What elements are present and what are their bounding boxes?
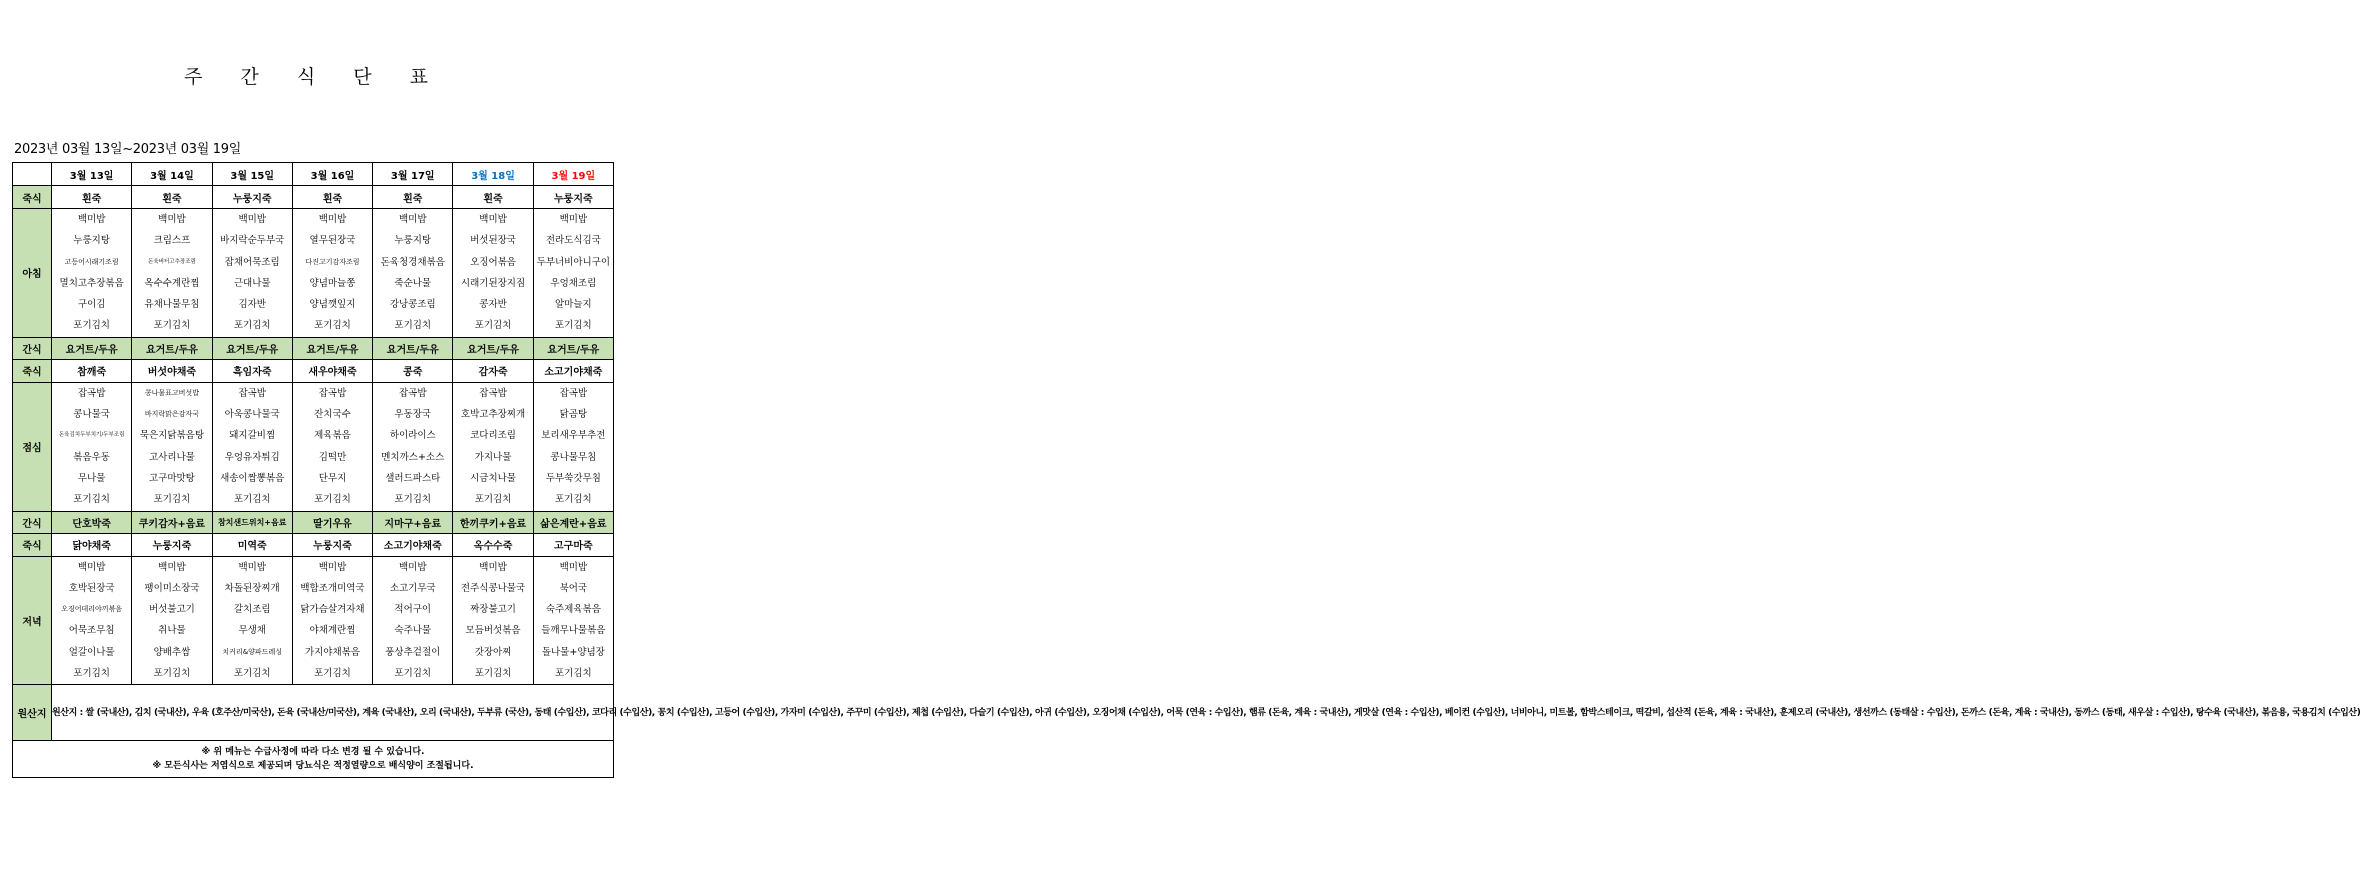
menu-item: 우엉유자튀김: [224, 451, 280, 463]
day-header: 3월 13일: [52, 163, 132, 186]
breakfast-cell: [453, 209, 533, 338]
menu-item: 백미밥: [559, 214, 588, 225]
lunch-porridge-row: [13, 359, 614, 382]
menu-item: 포기김치: [554, 494, 592, 506]
porridge-cell: 누룽지죽: [132, 533, 212, 556]
menu-item: 백미밥: [158, 561, 186, 573]
menu-item: 포기김치: [73, 494, 110, 506]
dinner-cell: [373, 556, 453, 685]
menu-item: 고구마맛탕: [148, 472, 195, 484]
menu-item: 전주식콩나물국: [460, 582, 526, 594]
lunch-cell: [132, 382, 212, 511]
menu-item: 백미밥: [77, 214, 106, 225]
snack-cell: 요거트/두유: [292, 337, 372, 359]
menu-item: 두부쑥갓무침: [545, 472, 601, 484]
origin-info: 원산지 : 쌀 (국내산), 김치 (국내산), 우육 (호주산/미국산), 돈육 (국내산/미국산), 계육 (국내산), 오리 (국내산), 두부류 (국산), 동태 (수입산), 코다리 (수입산), 꽁치 (수입산), 고등어 (수입산), 가자미 (수입산), 주꾸미 (수입산), 제첩 (수입산), 다슬기 (수입산), 아귀 (수입산), 오징어채 (수입산), 어묵 (연육 : 수입산), 햄류 (돈육, 계육 : 국내산), 게맛살 (연육 : 수입산), 베이컨 (수입산), 너비아니, 미트볼, 함박스테이크, 떡갈비, 섭산적 (돈육, 계육 : 국내산), 훈제오리 (국내산), 생선까스 (동태살 : 수입산), 돈까스 (돈육, 계육 : 국내산), 동까스 (동태, 새우살 : 수입산), 탕수육 (국내산), 볶음용, 국용김치 (수입산): [52, 685, 614, 741]
menu-item: 콩나물국: [73, 409, 110, 421]
dinner-cell: [292, 556, 372, 685]
menu-item: 전라도식김국: [545, 235, 601, 247]
early-porridge-row: [13, 186, 614, 209]
menu-item: 김떡만: [318, 451, 347, 463]
breakfast-cell: [52, 209, 132, 338]
snack-cell: 쿠키감자+음료: [132, 511, 212, 533]
menu-item: 갓장아찌: [474, 646, 512, 658]
porridge-cell: 새우야채죽: [292, 359, 372, 382]
menu-item: 우엉채조림: [550, 277, 597, 289]
breakfast-cell: [212, 209, 292, 338]
day-header-saturday: 3월 18일: [453, 163, 533, 186]
menu-item: 백미밥: [158, 214, 186, 225]
menu-item: 포기김치: [314, 668, 351, 680]
menu-item: 백미밥: [238, 214, 266, 225]
menu-item: 백합조개미역국: [300, 582, 365, 594]
dinner-cell: [453, 556, 533, 685]
menu-item: 무생채: [238, 625, 266, 637]
row-label-snack: 간식: [13, 511, 52, 533]
menu-item: 구이김: [77, 299, 106, 311]
menu-item: 오징어볶음: [470, 256, 516, 268]
menu-item: 숙주제육볶음: [545, 604, 601, 616]
porridge-cell: 닭야채죽: [52, 533, 132, 556]
row-label-dinner-porridge: 죽식: [13, 533, 52, 556]
page-title: 주 간 식 단 표: [184, 66, 444, 88]
menu-item: 고등어시래기조림: [64, 257, 119, 266]
lunch-row: [13, 382, 614, 511]
menu-item: 잡곡밥: [559, 387, 588, 399]
menu-item: 포기김치: [314, 320, 351, 332]
snack-cell: 요거트/두유: [52, 337, 132, 359]
porridge-cell: 옥수수죽: [453, 533, 533, 556]
day-header: 3월 15일: [212, 163, 292, 186]
menu-item: 돌나물+양념장: [541, 646, 605, 658]
menu-item: 고사리나물: [148, 451, 195, 463]
porridge-cell: 흰죽: [453, 186, 533, 209]
menu-item: 묵은지닭볶음탕: [139, 430, 205, 442]
notes-row: [13, 741, 614, 778]
menu-item: 포기김치: [73, 668, 110, 680]
menu-item: 잔치국수: [314, 409, 351, 421]
menu-item: 시금치나물: [470, 472, 516, 484]
menu-item: 새송이짬뽕볶음: [220, 472, 285, 484]
menu-item: 백미밥: [318, 561, 347, 573]
porridge-cell: 누룽지죽: [533, 186, 613, 209]
notes-cell: [13, 741, 614, 778]
date-range: 2023년 03월 13일~2023년 03월 19일: [14, 142, 242, 157]
menu-item: 닭가슴살겨자채: [300, 604, 365, 616]
snack-cell: 참치샌드위치+음료: [212, 511, 292, 533]
menu-item: 백미밥: [318, 214, 347, 225]
day-header: 3월 14일: [132, 163, 212, 186]
menu-item: 돈육청경채볶음: [380, 256, 445, 268]
menu-item: 어묵조무침: [68, 625, 115, 637]
menu-item: 포기김치: [474, 494, 512, 506]
menu-item: 버섯불고기: [148, 604, 195, 616]
menu-item: 포기김치: [394, 668, 432, 680]
corner-cell: [13, 163, 52, 186]
dinner-row: [13, 556, 614, 685]
menu-item: 무나물: [77, 472, 106, 484]
menu-item: 짜장불고기: [470, 604, 516, 616]
origin-row: [13, 685, 614, 741]
snack-cell: 요거트/두유: [132, 337, 212, 359]
dinner-porridge-row: [13, 533, 614, 556]
snack-cell: 요거트/두유: [212, 337, 292, 359]
menu-item: 양배추쌈: [153, 646, 191, 658]
porridge-cell: 흰죽: [292, 186, 372, 209]
menu-item: 돼지갈비찜: [229, 430, 276, 442]
menu-item: 돈육버터고추장조림: [148, 258, 196, 265]
menu-item: 코다리조림: [470, 430, 516, 442]
date-header-row: [13, 163, 614, 186]
menu-item: 차돌된장찌개: [224, 582, 280, 594]
menu-item: 강낭콩조림: [389, 299, 436, 311]
porridge-cell: 누룽지죽: [212, 186, 292, 209]
porridge-cell: 콩죽: [373, 359, 453, 382]
porridge-cell: 소고기야채죽: [373, 533, 453, 556]
menu-item: 백미밥: [479, 214, 507, 225]
lunch-cell: [533, 382, 613, 511]
menu-item: 죽순나물: [394, 277, 432, 289]
note-line: ※ 위 메뉴는 수급사정에 따라 다소 변경 될 수 있습니다.: [201, 747, 425, 758]
menu-item: 갈치조림: [233, 604, 271, 616]
menu-item: 누룽지탕: [73, 235, 110, 247]
menu-item: 백미밥: [479, 561, 507, 573]
note-line: ※ 모든식사는 저염식으로 제공되며 당뇨식은 적정열량으로 배식양이 조절됩니다.: [152, 761, 474, 772]
breakfast-cell: [132, 209, 212, 338]
menu-item: 유채나물무침: [144, 299, 200, 311]
menu-item: 포기김치: [233, 668, 271, 680]
menu-item: 북어국: [559, 582, 588, 594]
menu-item: 적어구이: [394, 604, 432, 616]
menu-item: 김자반: [238, 299, 266, 311]
snack-cell: 요거트/두유: [453, 337, 533, 359]
menu-item: 멘치까스+소스: [381, 451, 445, 463]
menu-item: 시래기된장지짐: [460, 277, 526, 289]
menu-item: 백미밥: [77, 561, 106, 573]
lunch-cell: [453, 382, 533, 511]
row-label-morning: 아침: [13, 209, 52, 338]
porridge-cell: 고구마죽: [533, 533, 613, 556]
menu-item: 다진고기감자조림: [305, 257, 360, 266]
dinner-cell: [52, 556, 132, 685]
menu-item: 샐러드파스타: [385, 472, 441, 484]
weekly-menu-table: [12, 162, 2360, 778]
menu-item: 포기김치: [554, 320, 592, 332]
menu-item: 포기김치: [153, 320, 191, 332]
menu-item: 치커리&양파드레싱: [222, 647, 282, 656]
menu-item: 바지락맑은감자국: [144, 410, 199, 419]
menu-item: 포기김치: [314, 494, 351, 506]
menu-item: 호박고추장찌개: [460, 409, 526, 421]
menu-item: 잡곡밥: [238, 387, 266, 399]
dinner-cell: [132, 556, 212, 685]
menu-item: 취나물: [158, 625, 186, 637]
menu-item: 단무지: [318, 472, 347, 484]
day-header: 3월 16일: [292, 163, 372, 186]
menu-item: 보리새우부추전: [541, 430, 606, 442]
menu-item: 볶음우동: [73, 451, 110, 463]
menu-item: 백미밥: [559, 561, 588, 573]
row-label-origin: 원산지: [13, 685, 52, 741]
menu-item: 양념마늘쫑: [309, 277, 356, 289]
porridge-cell: 흑임자죽: [212, 359, 292, 382]
breakfast-cell: [533, 209, 613, 338]
menu-item: 잡곡밥: [318, 387, 347, 399]
menu-item: 버섯된장국: [470, 235, 516, 247]
menu-item: 누룽지탕: [394, 235, 432, 247]
menu-item: 콩나물표고버섯밥: [144, 388, 199, 397]
porridge-cell: 흰죽: [52, 186, 132, 209]
row-label-snack: 간식: [13, 337, 52, 359]
menu-item: 모듬버섯볶음: [465, 625, 521, 637]
menu-item: 잡곡밥: [399, 387, 427, 399]
menu-item: 아욱콩나물국: [224, 409, 280, 421]
menu-item: 콩나물무침: [550, 451, 597, 463]
menu-item: 하이라이스: [389, 430, 436, 442]
menu-item: 포기김치: [233, 494, 271, 506]
menu-item: 팽이미소장국: [144, 582, 200, 594]
menu-item: 멸치고추장볶음: [59, 277, 124, 289]
lunch-cell: [52, 382, 132, 511]
snack-cell: 단호박죽: [52, 511, 132, 533]
menu-item: 백미밥: [399, 214, 427, 225]
menu-item: 알마늘지: [554, 299, 592, 311]
porridge-cell: 소고기야채죽: [533, 359, 613, 382]
day-header: 3월 17일: [373, 163, 453, 186]
menu-item: 포기김치: [474, 320, 512, 332]
menu-item: 제육볶음: [314, 430, 351, 442]
menu-item: 소고기무국: [389, 582, 436, 594]
porridge-cell: 누룽지죽: [292, 533, 372, 556]
row-label-lunch: 점심: [13, 382, 52, 511]
menu-item: 숙주나물: [394, 625, 432, 637]
menu-item: 가지나물: [474, 451, 512, 463]
menu-item: 포기김치: [394, 320, 432, 332]
menu-item: 양념깻잎지: [309, 299, 356, 311]
menu-item: 풍상추겉절이: [385, 646, 441, 658]
lunch-cell: [212, 382, 292, 511]
menu-item: 호박된장국: [68, 582, 115, 594]
lunch-cell: [373, 382, 453, 511]
snack-row-2: [13, 511, 614, 533]
lunch-cell: [292, 382, 372, 511]
snack-cell: 한끼쿠키+음료: [453, 511, 533, 533]
menu-item: 포기김치: [153, 668, 191, 680]
row-label-lunch-porridge: 죽식: [13, 359, 52, 382]
snack-cell: 딸기우유: [292, 511, 372, 533]
menu-item: 오징어데리야끼볶음: [61, 605, 123, 614]
menu-item: 가지야채볶음: [304, 646, 361, 658]
porridge-cell: 흰죽: [132, 186, 212, 209]
menu-item: 포기김치: [394, 494, 432, 506]
row-label-dinner: 저녁: [13, 556, 52, 685]
menu-item: 얼갈이나물: [68, 646, 115, 658]
porridge-cell: 참깨죽: [52, 359, 132, 382]
porridge-cell: 흰죽: [373, 186, 453, 209]
menu-item: 근대나물: [233, 277, 271, 289]
snack-row-1: [13, 337, 614, 359]
menu-item: 야채계란찜: [309, 625, 356, 637]
porridge-cell: 미역죽: [212, 533, 292, 556]
menu-item: 들깨무나물볶음: [541, 625, 606, 637]
menu-item: 포기김치: [153, 494, 191, 506]
menu-item: 우동장국: [394, 409, 432, 421]
menu-item: 포기김치: [233, 320, 271, 332]
menu-item: 포기김치: [474, 668, 512, 680]
dinner-cell: [533, 556, 613, 685]
menu-item: 백미밥: [238, 561, 266, 573]
breakfast-cell: [373, 209, 453, 338]
menu-item: 옥수수계란찜: [144, 277, 200, 289]
menu-item: 포기김치: [73, 320, 110, 332]
row-label-early: 죽식: [13, 186, 52, 209]
snack-cell: 요거트/두유: [373, 337, 453, 359]
menu-item: 열무된장국: [309, 235, 356, 247]
menu-item: 크림스프: [153, 235, 191, 247]
menu-item: 바지락순두부국: [220, 235, 285, 247]
menu-item: 잡채어묵조림: [224, 256, 280, 268]
breakfast-cell: [292, 209, 372, 338]
porridge-cell: 감자죽: [453, 359, 533, 382]
menu-item: 돈육김치두부치기/두부조림: [58, 432, 125, 439]
menu-item: 두부너비아니구이: [536, 256, 611, 268]
menu-item: 잡곡밥: [479, 387, 507, 399]
snack-cell: 요거트/두유: [533, 337, 613, 359]
menu-item: 잡곡밥: [77, 387, 106, 399]
menu-item: 닭곰탕: [559, 409, 588, 421]
dinner-cell: [212, 556, 292, 685]
snack-cell: 지마구+음료: [373, 511, 453, 533]
porridge-cell: 버섯야채죽: [132, 359, 212, 382]
breakfast-row: [13, 209, 614, 338]
day-header-sunday: 3월 19일: [533, 163, 613, 186]
menu-item: 백미밥: [399, 561, 427, 573]
menu-item: 콩자반: [479, 299, 507, 311]
menu-item: 포기김치: [554, 668, 592, 680]
snack-cell: 삶은계란+음료: [533, 511, 613, 533]
